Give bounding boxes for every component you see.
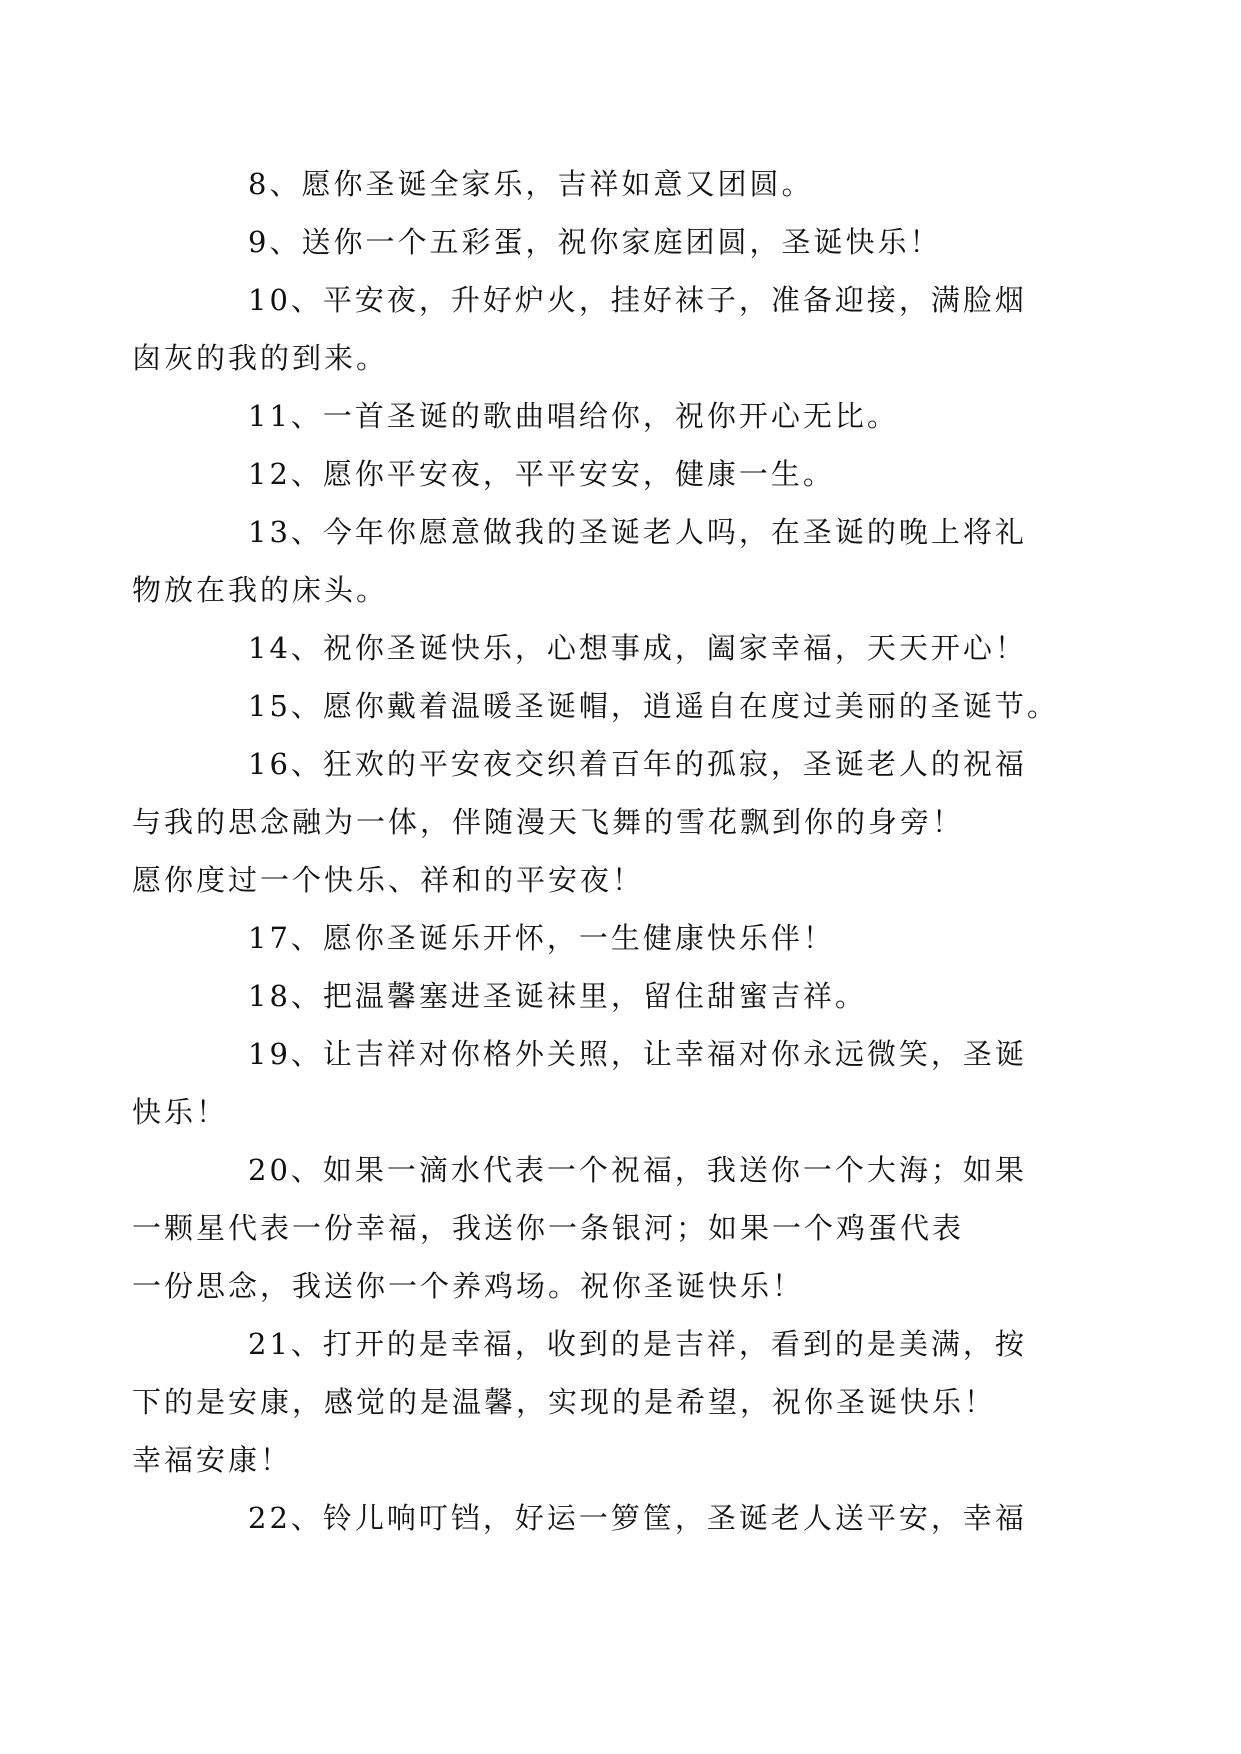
text-line: 21、打开的是幸福，收到的是吉祥，看到的是美满，按	[248, 1327, 1027, 1361]
text-line: 9、送你一个五彩蛋，祝你家庭团圆，圣诞快乐！	[248, 225, 942, 259]
text-line: 12、愿你平安夜，平平安安，健康一生。	[248, 457, 835, 491]
paragraph	[190, 387, 1070, 445]
text-line: 22、铃儿响叮铛，好运一箩筐，圣诞老人送平安，幸福	[248, 1501, 1027, 1535]
text-line: 囱灰的我的到来。	[132, 341, 389, 375]
text-line: 物放在我的床头。	[132, 573, 389, 607]
paragraph	[190, 619, 1070, 677]
text-line: 11、一首圣诞的歌曲唱给你，祝你开心无比。	[248, 399, 899, 433]
text-line: 19、让吉祥对你格外关照，让幸福对你永远微笑，圣诞	[248, 1037, 1027, 1071]
text-line: 快乐！	[132, 1095, 229, 1129]
text-line: 幸福安康！	[132, 1443, 293, 1477]
paragraph	[190, 909, 1070, 967]
paragraph	[190, 445, 1070, 503]
paragraph	[132, 503, 1070, 619]
paragraph	[132, 1141, 1070, 1315]
paragraph	[190, 1489, 1070, 1547]
text-line: 15、愿你戴着温暖圣诞帽，逍遥自在度过美丽的圣诞节。	[248, 689, 1059, 723]
text-line: 一颗星代表一份幸福，我送你一条银河；如果一个鸡蛋代表	[132, 1211, 965, 1245]
text-line: 下的是安康，感觉的是温馨，实现的是希望，祝你圣诞快乐！	[132, 1385, 997, 1419]
text-line: 一份思念，我送你一个养鸡场。祝你圣诞快乐！	[132, 1269, 805, 1303]
paragraph	[132, 735, 1070, 909]
text-line: 愿你度过一个快乐、祥和的平安夜！	[132, 863, 645, 897]
paragraph	[190, 967, 1070, 1025]
text-line: 13、今年你愿意做我的圣诞老人吗，在圣诞的晚上将礼	[248, 515, 1027, 549]
text-line: 16、狂欢的平安夜交织着百年的孤寂，圣诞老人的祝福	[248, 747, 1027, 781]
paragraph	[132, 271, 1070, 387]
text-line: 17、愿你圣诞乐开怀，一生健康快乐伴！	[248, 921, 835, 955]
paragraph	[190, 677, 1070, 735]
document-body	[132, 155, 1070, 1547]
text-line: 20、如果一滴水代表一个祝福，我送你一个大海；如果	[248, 1153, 1027, 1187]
paragraph	[190, 213, 1070, 271]
text-line: 与我的思念融为一体，伴随漫天飞舞的雪花飘到你的身旁！	[132, 805, 965, 839]
paragraph	[190, 155, 1070, 213]
text-line: 14、祝你圣诞快乐，心想事成，阖家幸福，天天开心！	[248, 631, 1027, 665]
paragraph	[132, 1025, 1070, 1141]
text-line: 10、平安夜，升好炉火，挂好袜子，准备迎接，满脸烟	[248, 283, 1027, 317]
text-line: 8、愿你圣诞全家乐，吉祥如意又团圆。	[248, 167, 814, 201]
paragraph	[132, 1315, 1070, 1489]
text-line: 18、把温馨塞进圣诞袜里，留住甜蜜吉祥。	[248, 979, 867, 1013]
